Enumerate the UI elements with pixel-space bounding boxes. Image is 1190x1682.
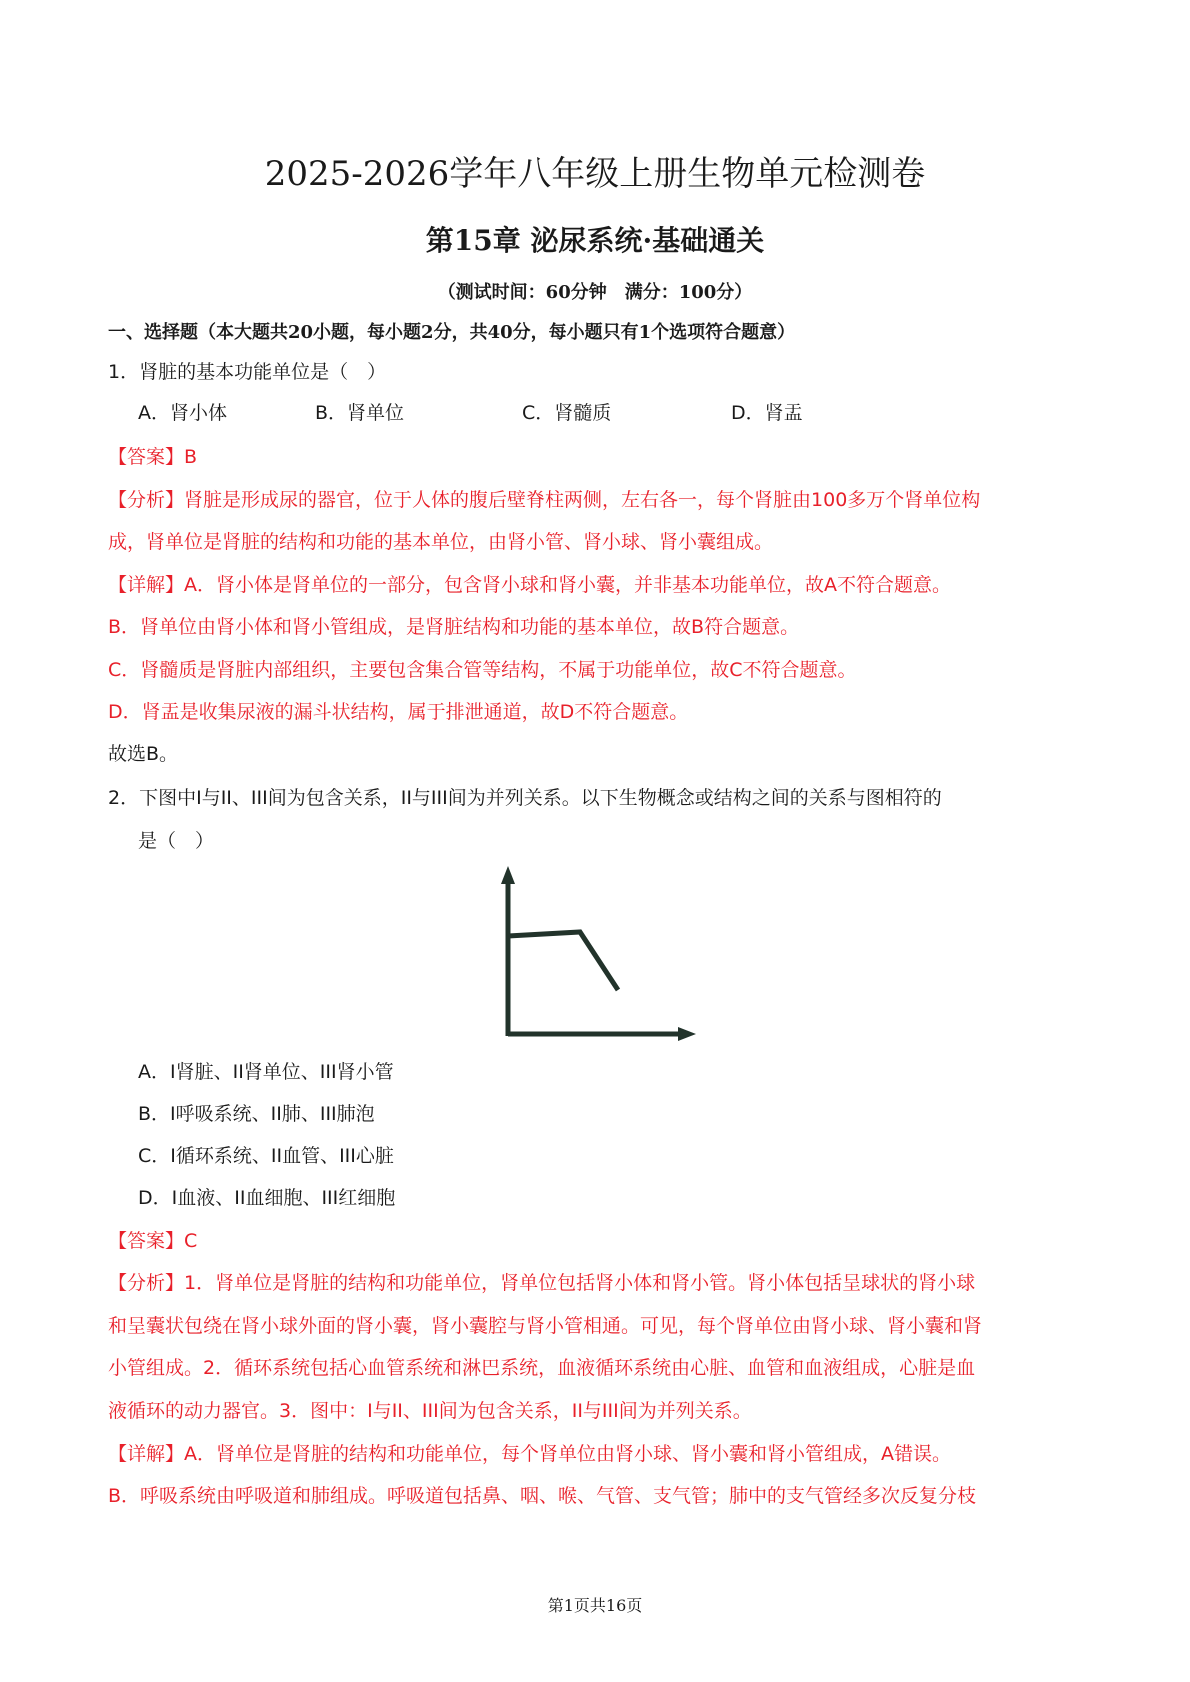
q2-option-a: A．I肾脏、II肾单位、III肾小管 bbox=[138, 1061, 394, 1083]
analysis-label: 【分析】 bbox=[108, 1272, 185, 1294]
q2-option-d: D．I血液、II血细胞、III红细胞 bbox=[138, 1187, 396, 1209]
q1-option-c: C．肾髓质 bbox=[522, 402, 612, 424]
q1-stem: 1．肾脏的基本功能单位是（ ） bbox=[108, 361, 387, 383]
detail-label: 【详解】 bbox=[108, 574, 185, 596]
q2-analysis-line: 小管组成。2．循环系统包括心血管系统和淋巴系统，血液循环系统由心脏、血管和血液组成，心脏是血 bbox=[108, 1357, 976, 1379]
q1-option-a: A．肾小体 bbox=[138, 402, 227, 424]
q2-analysis-line bbox=[108, 1268, 975, 1295]
figure-up-arrow-icon bbox=[501, 866, 515, 884]
q2-option-c: C．I循环系统、II血管、III心脏 bbox=[138, 1145, 394, 1167]
q2-stem: 是（ ） bbox=[138, 830, 215, 852]
figure-line bbox=[508, 932, 618, 990]
chapter-subtitle: 第15章 泌尿系统·基础通关 bbox=[425, 224, 765, 257]
q2-detail-line: B．呼吸系统由呼吸道和肺组成。呼吸道包括鼻、咽、喉、气管、支气管；肺中的支气管经多次反复分枝 bbox=[108, 1485, 977, 1507]
page-footer: 第1页共16页 bbox=[547, 1596, 643, 1615]
exam-title: 2025-2026学年八年级上册生物单元检测卷 bbox=[264, 154, 926, 194]
q2-stem: 2．下图中I与II、III间为包含关系，II与III间为并列关系。以下生物概念或结构之间的关系与图相符的 bbox=[108, 787, 942, 809]
answer-value: C bbox=[184, 1230, 198, 1252]
q1-analysis-line bbox=[108, 485, 980, 512]
q2-analysis-line: 液循环的动力器官。3．图中：I与II、III间为包含关系，II与III间为并列关系。 bbox=[108, 1400, 752, 1422]
q1-detail-line: D．肾盂是收集尿液的漏斗状结构，属于排泄通道，故D不符合题意。 bbox=[108, 701, 689, 723]
q1-detail-line bbox=[108, 570, 951, 597]
q2-option-b: B．I呼吸系统、II肺、III肺泡 bbox=[138, 1103, 375, 1125]
q2-analysis-line: 和呈囊状包绕在肾小球外面的肾小囊，肾小囊腔与肾小管相通。可见，每个肾单位由肾小球、肾小囊和肾 bbox=[108, 1315, 983, 1337]
figure-right-arrow-icon bbox=[678, 1027, 696, 1041]
q1-detail-line: C．肾髓质是肾脏内部组织，主要包含集合管等结构，不属于功能单位，故C不符合题意。 bbox=[108, 659, 857, 681]
analysis-text: 肾脏是形成尿的器官，位于人体的腹后壁脊柱两侧，左右各一，每个肾脏由100多万个肾单位构 bbox=[184, 489, 981, 511]
relationship-figure bbox=[490, 862, 702, 1046]
q1-detail-line: B．肾单位由肾小体和肾小管组成，是肾脏结构和功能的基本单位，故B符合题意。 bbox=[108, 616, 800, 638]
section-heading: 一、选择题（本大题共20小题，每小题2分，共40分，每小题只有1个选项符合题意） bbox=[108, 322, 796, 343]
answer-label: 【答案】 bbox=[108, 1230, 185, 1252]
detail-text: A．肾单位是肾脏的结构和功能单位，每个肾单位由肾小球、肾小囊和肾小管组成，A错误。 bbox=[184, 1443, 952, 1465]
detail-text: A．肾小体是肾单位的一部分，包含肾小球和肾小囊，并非基本功能单位，故A不符合题意。 bbox=[184, 574, 952, 596]
q1-answer bbox=[108, 442, 197, 469]
q1-option-d: D．肾盂 bbox=[731, 402, 803, 424]
answer-value: B bbox=[184, 446, 198, 468]
detail-label: 【详解】 bbox=[108, 1443, 185, 1465]
q1-option-b: B．肾单位 bbox=[315, 402, 405, 424]
answer-label: 【答案】 bbox=[108, 446, 185, 468]
analysis-text: 1．肾单位是肾脏的结构和功能单位，肾单位包括肾小体和肾小管。肾小体包括呈球状的肾小球 bbox=[184, 1272, 976, 1294]
q2-detail-line bbox=[108, 1439, 951, 1466]
q1-analysis-line: 成，肾单位是肾脏的结构和功能的基本单位，由肾小管、肾小球、肾小囊组成。 bbox=[108, 531, 774, 553]
q1-conclusion: 故选B。 bbox=[108, 743, 179, 765]
q2-answer bbox=[108, 1226, 197, 1253]
analysis-label: 【分析】 bbox=[108, 489, 185, 511]
exam-info: （测试时间：60分钟 满分：100分） bbox=[437, 282, 753, 303]
